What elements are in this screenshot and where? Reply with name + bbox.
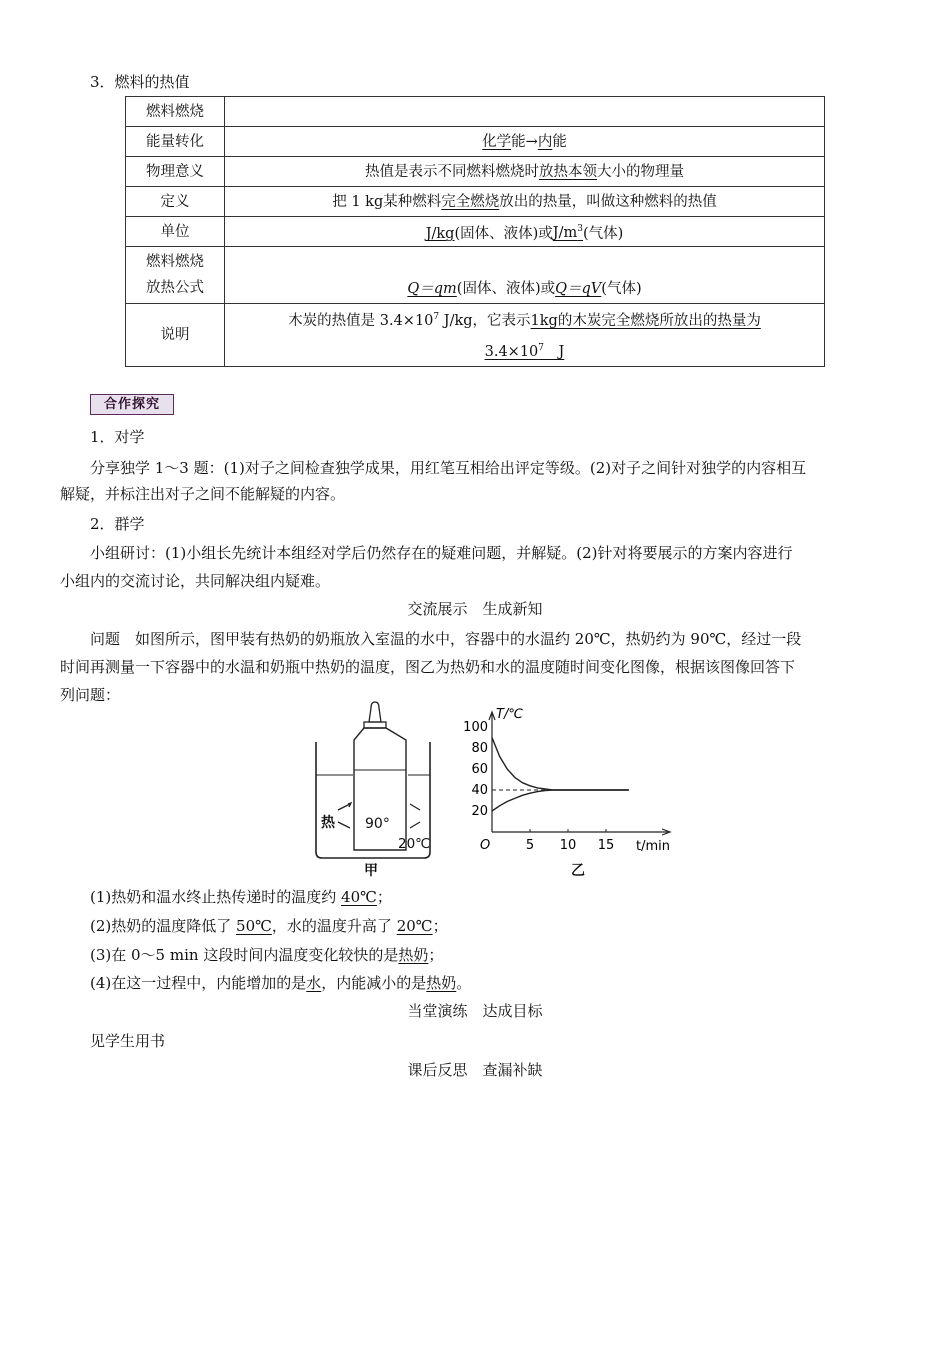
heading-practice: 当堂演练 达成目标 — [407, 1002, 543, 1020]
question-line1: 问题 如图所示，图甲装有热奶的奶瓶放入室温的水中，容器中的水温约 20℃，热奶约为 90℃，经过一段 — [90, 630, 802, 648]
question-line3: 列问题： — [60, 686, 121, 704]
table-value: J/kg(固体、液体)或$J/m^3$(气体) — [225, 217, 825, 247]
table-key: 燃料燃烧 — [126, 97, 225, 127]
y-axis-label: T/℃ — [496, 707, 523, 722]
table-value: Q＝qm(固体、液体)或Q＝qV(气体) — [225, 247, 825, 304]
table-row — [126, 217, 825, 247]
figure-yi-label: 乙 — [571, 863, 585, 879]
heading-exchange: 交流展示 生成新知 — [407, 600, 543, 618]
table-row — [126, 247, 825, 304]
table-key: 能量转化 — [126, 127, 225, 157]
table-row — [126, 304, 825, 367]
table-value — [225, 97, 825, 127]
figure-yi-chart — [450, 700, 690, 885]
table-row — [126, 97, 825, 127]
s2-title: 2．群学 — [90, 515, 145, 533]
table-key: 说明 — [126, 304, 225, 367]
hot-label: 热 — [321, 815, 335, 831]
s1-title: 1．对学 — [90, 428, 145, 446]
table-row — [126, 187, 825, 217]
table-value: 热值是表示不同燃料燃烧时放热本领大小的物理量 — [225, 157, 825, 187]
cooperation-badge: 合作探究 — [90, 394, 174, 415]
answer-2: (2)热奶的温度降低了 50℃，水的温度升高了 20℃； — [90, 917, 448, 935]
section-title-fuel-heat-value: 3．燃料的热值 — [90, 73, 190, 91]
table-key: 单位 — [126, 217, 225, 247]
table-key: 定义 — [126, 187, 225, 217]
table-row — [126, 127, 825, 157]
y-tick-label: 80 — [471, 741, 488, 756]
s2-line2: 小组内的交流讨论，共同解决组内疑难。 — [60, 572, 331, 590]
answer-3: (3)在 0～5 min 这段时间内温度变化较快的是热奶； — [90, 946, 444, 964]
s1-line2: 解疑，并标注出对子之间不能解疑的内容。 — [60, 485, 346, 503]
answer-1: (1)热奶和温水终止热传递时的温度约 40℃； — [90, 888, 392, 906]
series-line-1 — [492, 738, 629, 791]
y-tick-label: 100 — [463, 720, 488, 735]
table-value: 化学能→内能 — [225, 127, 825, 157]
heading-reflection: 课后反思 查漏补缺 — [407, 1061, 543, 1079]
answer-4: (4)在这一过程中，内能增加的是水，内能减小的是热奶。 — [90, 974, 472, 992]
s2-line1: 小组研讨：(1)小组长先统计本组经对学后仍然存在的疑难问题，并解疑。(2)针对将要展示的方案内容进行 — [90, 544, 793, 562]
fuel-heat-value-table — [125, 96, 825, 367]
figure-jia-beaker — [308, 700, 458, 880]
y-tick-label: 40 — [471, 783, 488, 798]
question-line2: 时间再测量一下容器中的水温和奶瓶中热奶的温度，图乙为热奶和水的温度随时间变化图像，根据该图像回答下 — [60, 658, 796, 676]
y-tick-label: 20 — [471, 804, 488, 819]
figure-jia-label: 甲 — [364, 863, 378, 879]
x-axis-label: t/min — [636, 839, 670, 854]
s1-line1: 分享独学 1～3 题：(1)对子之间检查独学成果，用红笔互相给出评定等级。(2)对子之间针对独学的内容相互 — [90, 459, 807, 477]
water-temp-label: 20℃ — [398, 836, 431, 852]
table-key: 燃料燃烧 放热公式 — [126, 247, 225, 304]
series-line-2 — [492, 790, 629, 811]
table-key: 物理意义 — [126, 157, 225, 187]
reference-text: 见学生用书 — [90, 1032, 166, 1050]
bottle-temp-label: 90° — [365, 816, 390, 832]
x-tick-label: 15 — [597, 838, 615, 853]
x-tick-label: 10 — [559, 838, 577, 853]
x-tick-label: 5 — [525, 838, 535, 853]
table-value: 把 1 kg某种燃料完全燃烧放出的热量，叫做这种燃料的热值 — [225, 187, 825, 217]
table-row — [126, 157, 825, 187]
origin-label: O — [480, 838, 491, 853]
y-tick-label: 60 — [471, 762, 488, 777]
table-value: 木炭的热值是 $3.4\times 10^7$ J/kg，它表示1kg的木炭完全燃烧所放出的热量为 $3.4\times 10^7$ J — [225, 304, 825, 367]
